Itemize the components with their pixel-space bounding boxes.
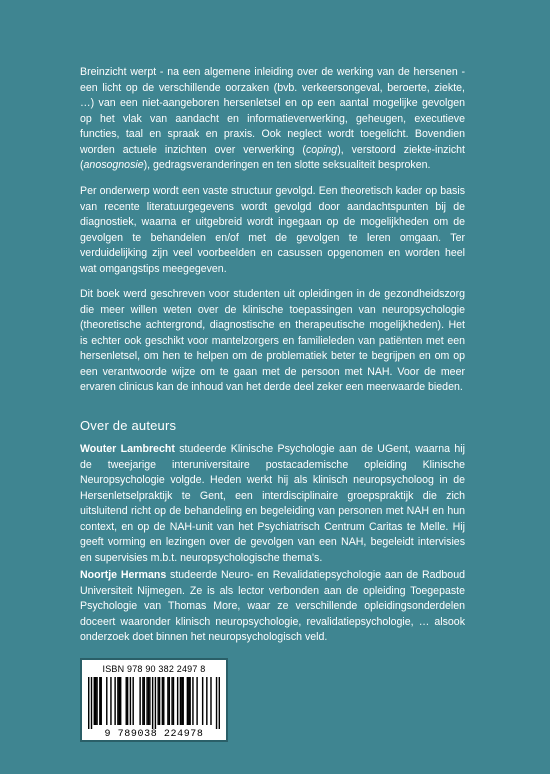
barcode-bar	[126, 677, 127, 725]
barcode-bar	[148, 677, 149, 725]
author-text-hermans: studeerde Neuro- en Revalidatiepsychologie aan de Radboud Universiteit Nijmegen. Ze is als lector verbonden aan de opleiding Toegepaste Psychologie van Thomas More, waar ze verschillende opleidingsonderdelen doceert waaronder klinisch neuropsychologie, revalidatiepsychologie, … alsook onderzoek doet binnen het neuropsychologisch veld.	[80, 569, 465, 643]
barcode-bar	[114, 677, 115, 725]
barcode-bar	[192, 677, 193, 725]
barcode-bar	[177, 677, 178, 725]
text-segment: ), gedragsveranderingen en ten slotte seksualiteit besproken.	[143, 159, 431, 171]
barcode-bar	[146, 677, 147, 725]
barcode-bar	[210, 677, 211, 725]
barcode-bar	[181, 677, 182, 725]
barcode-bar	[219, 677, 220, 729]
authors-heading: Over de auteurs	[80, 418, 177, 433]
barcode-bar	[142, 677, 143, 725]
barcode-bar	[173, 677, 174, 725]
isbn-barcode	[80, 658, 228, 742]
barcode-bar	[110, 677, 111, 725]
barcode-bar	[117, 677, 118, 725]
barcode-bar	[119, 677, 120, 725]
barcode-bar	[196, 677, 197, 725]
barcode-bar	[206, 677, 207, 725]
barcode-bar	[149, 677, 150, 725]
barcode-bar	[152, 677, 153, 729]
barcode-bar	[130, 677, 131, 725]
barcode-bar	[167, 677, 168, 725]
barcode-bar	[189, 677, 190, 725]
barcode-bars	[88, 677, 220, 729]
barcode-bar	[162, 677, 163, 725]
isbn-label: ISBN 978 90 382 2497 8	[102, 664, 206, 674]
intro-paragraph-1	[80, 65, 465, 174]
barcode-bar	[120, 677, 121, 725]
intro-paragraph-3: Dit boek werd geschreven voor studenten uit opleidingen in de gezondheidszorg die meer willen weten over de klinische toepassingen van neuropsychologie (theoretische achtergrond, diagnostische en therapeutische mogelijkheden). Het is echter ook geschikt voor mantelzorgers en familieleden van patiënten met een hersenletsel, om hen te helpen om de problematiek beter te begrijpen en om op een verantwoorde wijze om te gaan met de persoon met NAH. Voor de meer ervaren clinicus kan de inhoud van het derde deel zeker een meerwaarde bieden.	[80, 288, 465, 393]
author-text-lambrecht: studeerde Klinische Psychologie aan de UGent, waarna hij de tweejarige interuniversitaire postacademische opleiding Klinische Neuropsychologie volgde. Heden werkt hij als klinisch neuropsycholoog in de Hersenletselpraktijk te Gent, een interdisciplinaire groepspraktijk die zich uitsluitend richt op de behandeling en begeleiding van personen met NAH en hun context, en op de NAH-unit van het Psychiatrisch Centrum Caritas te Melle. Hij geeft vorming en lezingen over de gevolgen van een NAH, begeleidt intervisies en supervisies m.b.t. neuropsychologische thema's.	[80, 443, 465, 564]
ean-number: 9 789038 224978	[104, 729, 204, 740]
barcode-bar	[88, 677, 89, 729]
barcode-bar	[139, 677, 140, 725]
author-name-hermans: Noortje Hermans	[80, 569, 167, 581]
italic-term: anosognosie	[83, 159, 144, 171]
barcode-bar	[216, 677, 217, 729]
barcode-bar	[188, 677, 189, 725]
barcode-bar	[96, 677, 97, 725]
barcode-bar	[169, 677, 170, 725]
text-segment: Breinzicht werpt - na een algemene inleiding over de werking van de hersenen - een licht op de verschillende oorzaken (bvb. verkeersongeval, beroerte, ziekte, …) van een niet-aangeboren hersenletsel en op een aantal mogelijke gevolgen op het vlak van aandacht en informatieverwerking, geheugen, executieve functies, taal en spraak en praxis. Ook neglect wordt toegelicht. Bovendien worden actuele inzichten over verwerking (	[80, 66, 465, 156]
barcode-bar	[202, 677, 203, 725]
author-bio-lambrecht	[80, 442, 465, 566]
barcode-bar	[91, 677, 92, 729]
barcode-bar	[101, 677, 102, 725]
barcode-bar	[106, 677, 107, 725]
barcode-bar	[127, 677, 128, 725]
barcode-bar	[171, 677, 172, 725]
text-segment: ), verstoord ziekte-inzicht (	[80, 143, 466, 171]
barcode-bar	[180, 677, 181, 725]
barcode-bar	[182, 677, 183, 725]
author-bio-hermans	[80, 568, 465, 646]
author-name-lambrecht: Wouter Lambrecht	[80, 443, 175, 455]
barcode-bar	[157, 677, 158, 725]
barcode-bar	[95, 677, 96, 725]
barcode-bar	[99, 677, 100, 725]
barcode-bar	[163, 677, 164, 725]
barcode-bar	[132, 677, 133, 725]
barcode-bar	[94, 677, 95, 725]
intro-paragraph-2: Per onderwerp wordt een vaste structuur gevolgd. Een theoretisch kader op basis van recente literatuurgegevens wordt gevolgd door aandachtspunten bij de diagnostiek, waarna er uitgebreid wordt ingegaan op de mogelijkheden om de gevolgen te behandelen en/of met de gevolgen te leren omgaan. Ter verduidelijking zijn veel voorbeelden en casussen opgenomen en worden heel wat omgangstips meegegeven.	[80, 185, 465, 275]
italic-term: coping	[305, 143, 338, 156]
barcode-bar	[187, 677, 188, 725]
barcode-bar	[144, 677, 145, 725]
barcode-bar	[159, 677, 160, 725]
barcode-bar	[155, 677, 156, 729]
